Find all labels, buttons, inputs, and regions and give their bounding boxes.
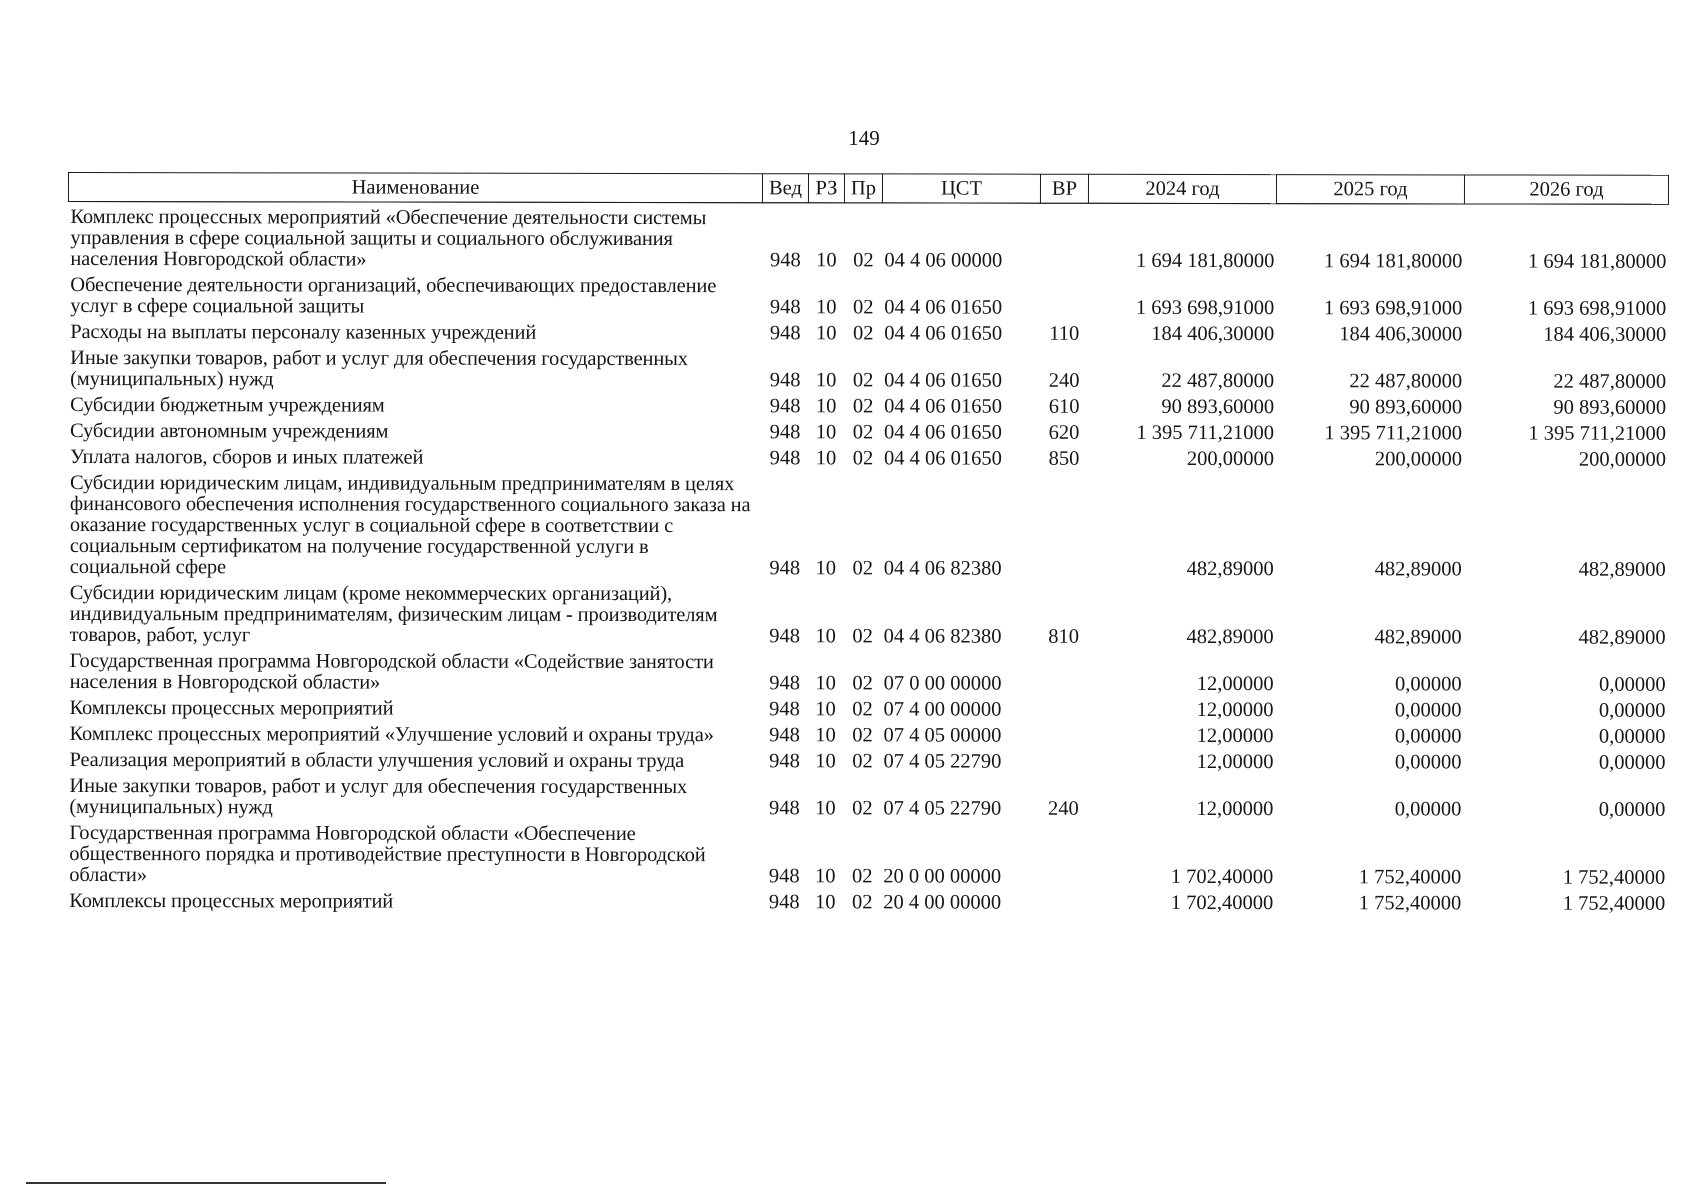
row-ved: 948 (769, 421, 801, 444)
row-amount-2025: 482,89000 (1374, 626, 1462, 649)
row-amount-2024: 90 893,60000 (1161, 395, 1275, 419)
row-cst: 04 4 06 01650 (884, 296, 1003, 319)
row-vr: 240 (1047, 797, 1079, 820)
row-vr: 810 (1048, 625, 1080, 648)
row-amount-2026: 22 487,80000 (1553, 370, 1667, 393)
header-2025: 2025 год (1276, 175, 1464, 204)
row-pr: 02 (852, 395, 874, 418)
table-row (68, 468, 1668, 581)
header-pr: Пр (844, 174, 882, 203)
row-ved: 948 (769, 625, 801, 648)
row-amount-2024: 1 702,40000 (1170, 891, 1274, 915)
row-name: Иные закупки товаров, работ и услуг для обеспечения государственных (муниципальных) нужд (69, 775, 688, 819)
header-cst: ЦСТ (882, 174, 1040, 203)
row-name: Комплекс процессных мероприятий «Обеспечение деятельности системы управления в сфере социальной защиты и социального обслуживания населения Новгородской области» (70, 206, 707, 271)
row-name: Комплекс процессных мероприятий «Улучшение условий и охраны труда» (69, 723, 714, 747)
table-row (68, 442, 1668, 471)
budget-table (67, 172, 1669, 915)
table-row (67, 745, 1667, 774)
row-name: Субсидии автономным учреждениям (70, 420, 389, 443)
row-cst: 20 0 00 00000 (883, 865, 1002, 888)
row-name: Обеспечение деятельности организаций, обеспечивающих предоставление услуг в сфере социальной защиты (70, 274, 717, 318)
row-ved: 948 (769, 395, 801, 418)
row-vr (1039, 820, 1087, 888)
row-vr (1040, 695, 1088, 721)
row-cst: 04 4 06 82380 (883, 625, 1002, 648)
row-amount-2024: 1 694 181,80000 (1135, 249, 1275, 273)
row-amount-2025: 0,00000 (1394, 751, 1462, 774)
row-ved: 948 (769, 750, 800, 773)
table-row (67, 719, 1667, 748)
row-amount-2026: 1 693 698,91000 (1527, 297, 1667, 320)
row-amount-2025: 1 693 698,91000 (1323, 297, 1463, 320)
table-row (67, 886, 1667, 915)
row-rz: 10 (815, 421, 837, 444)
row-amount-2025: 482,89000 (1374, 558, 1462, 581)
row-vr (1039, 888, 1087, 914)
row-amount-2026: 1 752,40000 (1562, 892, 1666, 915)
row-rz: 10 (816, 249, 837, 272)
row-rz: 10 (815, 369, 837, 392)
footnote-divider (26, 1182, 386, 1184)
row-amount-2024: 200,00000 (1186, 447, 1275, 471)
row-amount-2025: 1 694 181,80000 (1323, 250, 1463, 273)
row-vr: 110 (1049, 322, 1080, 345)
row-pr: 02 (852, 625, 873, 648)
row-pr: 02 (852, 296, 874, 319)
row-ved: 948 (768, 891, 800, 914)
row-ved: 948 (769, 322, 801, 345)
table-row (68, 646, 1668, 696)
row-pr: 02 (852, 797, 873, 820)
table-body (67, 202, 1668, 915)
table-row (68, 390, 1668, 419)
row-pr: 02 (853, 249, 874, 272)
row-cst: 07 4 05 22790 (883, 797, 1002, 820)
row-amount-2025: 184 406,30000 (1339, 323, 1463, 346)
row-ved: 948 (768, 797, 800, 820)
row-amount-2026: 482,89000 (1578, 558, 1666, 581)
header-vr: ВР (1040, 174, 1088, 203)
row-amount-2026: 0,00000 (1598, 673, 1666, 696)
row-rz: 10 (815, 865, 836, 888)
row-amount-2025: 0,00000 (1394, 798, 1462, 821)
row-amount-2026: 0,00000 (1598, 725, 1666, 748)
row-vr (1040, 470, 1088, 580)
row-vr (1039, 747, 1087, 773)
header-name: Наименование (68, 173, 762, 203)
row-cst: 04 4 06 01650 (883, 447, 1002, 470)
header-rz: РЗ (808, 174, 844, 203)
row-amount-2026: 90 893,60000 (1553, 396, 1667, 419)
table-header-row (68, 173, 1668, 205)
row-cst: 04 4 06 01650 (884, 369, 1003, 392)
row-ved: 948 (769, 557, 801, 580)
row-ved: 948 (768, 865, 800, 888)
row-amount-2024: 12,00000 (1196, 672, 1274, 696)
row-ved: 948 (769, 296, 801, 319)
row-amount-2025: 0,00000 (1394, 725, 1462, 748)
row-cst: 04 4 06 82380 (883, 557, 1002, 580)
row-vr (1040, 203, 1088, 272)
row-cst: 07 0 00 00000 (883, 672, 1002, 695)
row-amount-2024: 12,00000 (1196, 724, 1274, 748)
row-vr: 610 (1048, 395, 1080, 418)
header-ved: Вед (762, 174, 808, 203)
row-rz: 10 (815, 724, 836, 747)
row-amount-2024: 1 693 698,91000 (1135, 296, 1275, 320)
row-name: Субсидии юридическим лицам (кроме некоммерческих организаций), индивидуальным предпринимателям, физическим лицам - производителям товаров, работ, услуг (69, 582, 718, 647)
row-cst: 07 4 05 22790 (883, 750, 1002, 773)
row-ved: 948 (769, 249, 801, 272)
row-amount-2025: 90 893,60000 (1349, 396, 1463, 419)
page-number: 149 (848, 126, 880, 150)
table-row (68, 317, 1668, 346)
row-vr (1040, 272, 1088, 319)
row-amount-2024: 482,89000 (1186, 557, 1274, 581)
row-amount-2025: 200,00000 (1374, 448, 1463, 471)
row-rz: 10 (815, 395, 837, 418)
row-amount-2026: 0,00000 (1598, 798, 1666, 821)
row-vr: 240 (1048, 369, 1080, 392)
row-rz: 10 (815, 797, 836, 820)
row-name: Комплексы процессных мероприятий (69, 697, 394, 720)
row-pr: 02 (852, 724, 873, 747)
row-pr: 02 (852, 322, 874, 345)
row-rz: 10 (815, 322, 837, 345)
row-name: Уплата налогов, сборов и иных платежей (69, 446, 424, 469)
row-name: Субсидии юридическим лицам, индивидуальным предпринимателям в целях финансового обеспечения исполнения государственного социального заказа на оказание государственных услуг в социальной сфере в соответствии с социальным сертификатом на получение государственной услуги в социальной сфере (69, 472, 751, 579)
row-amount-2024: 12,00000 (1196, 698, 1274, 722)
row-amount-2025: 0,00000 (1394, 673, 1462, 696)
row-pr: 02 (852, 447, 874, 470)
table-row (67, 818, 1667, 889)
row-ved: 948 (769, 447, 801, 470)
table-row (68, 270, 1668, 320)
row-name: Субсидии бюджетным учреждениям (70, 394, 385, 417)
row-amount-2025: 22 487,80000 (1349, 370, 1463, 393)
row-amount-2024: 12,00000 (1196, 797, 1274, 821)
row-amount-2026: 0,00000 (1598, 751, 1666, 774)
row-cst: 04 4 06 01650 (884, 322, 1003, 345)
row-ved: 948 (769, 724, 800, 747)
row-pr: 02 (852, 672, 873, 695)
row-vr: 620 (1048, 421, 1080, 444)
row-amount-2026: 1 395 711,21000 (1528, 422, 1667, 445)
row-rz: 10 (815, 447, 837, 470)
row-amount-2026: 1 752,40000 (1562, 866, 1666, 889)
row-amount-2024: 22 487,80000 (1161, 369, 1275, 393)
header-2024: 2024 год (1088, 174, 1276, 203)
row-rz: 10 (815, 672, 836, 695)
row-name: Государственная программа Новгородской области «Обеспечение общественного порядка и противодействие преступности в Новгородской области» (69, 822, 706, 887)
row-rz: 10 (815, 557, 837, 580)
table-row (68, 693, 1668, 722)
row-amount-2025: 1 395 711,21000 (1324, 422, 1463, 445)
row-amount-2026: 184 406,30000 (1543, 323, 1667, 346)
header-2026: 2026 год (1464, 175, 1668, 204)
row-rz: 10 (815, 625, 836, 648)
row-pr: 02 (852, 421, 874, 444)
row-amount-2024: 1 702,40000 (1170, 865, 1274, 889)
row-amount-2025: 1 752,40000 (1358, 892, 1462, 915)
row-name: Реализация мероприятий в области улучшения условий и охраны труда (69, 749, 685, 773)
table-row (68, 343, 1668, 393)
row-name: Расходы на выплаты персоналу казенных учреждений (70, 321, 537, 344)
row-rz: 10 (815, 296, 837, 319)
row-cst: 04 4 06 01650 (884, 421, 1002, 444)
row-vr (1040, 648, 1088, 695)
row-ved: 948 (769, 672, 801, 695)
row-cst: 04 4 06 01650 (884, 395, 1002, 418)
row-amount-2026: 200,00000 (1578, 448, 1667, 471)
table-row (68, 202, 1668, 273)
row-ved: 948 (769, 698, 800, 721)
row-pr: 02 (852, 865, 873, 888)
row-name: Иные закупки товаров, работ и услуг для обеспечения государственных (муниципальных) нужд (70, 347, 688, 391)
table-row (68, 578, 1668, 649)
row-cst: 07 4 00 00000 (883, 698, 1002, 721)
row-rz: 10 (815, 750, 836, 773)
row-amount-2026: 1 694 181,80000 (1527, 250, 1667, 273)
row-amount-2026: 482,89000 (1578, 626, 1666, 649)
row-pr: 02 (851, 891, 873, 914)
row-vr (1039, 721, 1087, 747)
row-pr: 02 (852, 750, 873, 773)
row-rz: 10 (814, 891, 836, 914)
row-amount-2024: 184 406,30000 (1151, 322, 1275, 346)
row-pr: 02 (852, 698, 873, 721)
row-amount-2025: 1 752,40000 (1358, 866, 1462, 889)
row-cst: 07 4 05 00000 (883, 724, 1002, 747)
row-amount-2025: 0,00000 (1394, 699, 1462, 722)
row-name: Комплексы процессных мероприятий (69, 890, 394, 913)
row-cst: 04 4 06 00000 (884, 249, 1003, 272)
row-name: Государственная программа Новгородской области «Содействие занятости населения в Новгородской области» (69, 650, 714, 694)
row-amount-2024: 12,00000 (1196, 750, 1274, 774)
row-rz: 10 (815, 698, 836, 721)
row-amount-2026: 0,00000 (1598, 699, 1666, 722)
table-row (67, 771, 1667, 821)
row-pr: 02 (852, 369, 874, 392)
row-amount-2024: 1 395 711,21000 (1136, 421, 1275, 445)
row-pr: 02 (852, 557, 874, 580)
row-ved: 948 (769, 369, 801, 392)
row-cst: 20 4 00 00000 (883, 891, 1002, 914)
row-amount-2024: 482,89000 (1186, 625, 1274, 649)
table-row (68, 416, 1668, 445)
row-vr: 850 (1048, 447, 1080, 470)
